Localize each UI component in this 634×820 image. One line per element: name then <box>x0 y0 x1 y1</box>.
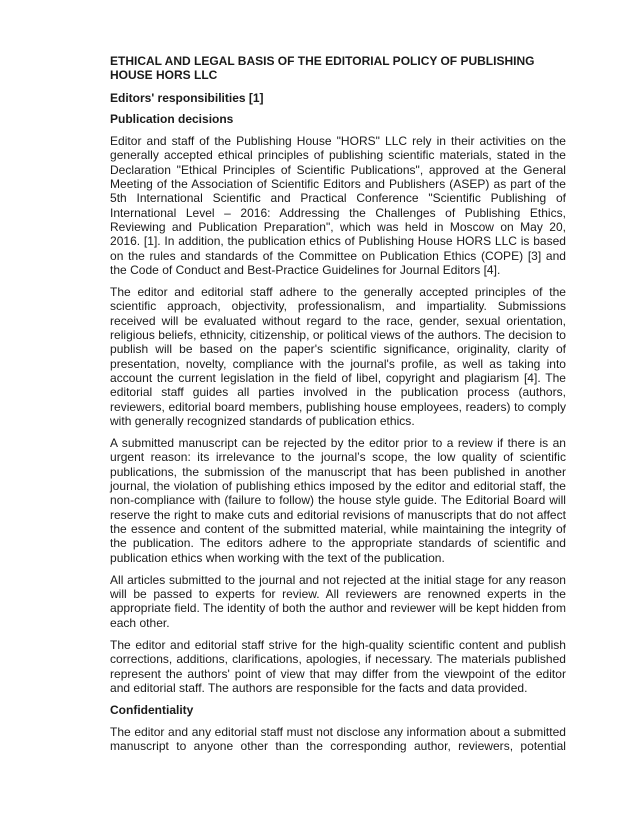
paragraph-peer-review: All articles submitted to the journal and not rejected at the initial stage for any reason will be passed to experts for review. All reviewers are renowned experts in the appropriate field. The identity of both the author and reviewer will be kept hidden from each other. <box>110 572 566 630</box>
subsection-heading-publication-decisions: Publication decisions <box>110 112 234 127</box>
paragraph-corrections: The editor and editorial staff strive for the high-quality scientific content and publish corrections, additions, clarifications, apologies, if necessary. The materials published represent the authors' point of view that may differ from the viewpoint of the editor and editorial staff. The authors are responsible for the facts and data provided. <box>110 637 566 695</box>
paragraph-manuscript-rejection: A submitted manuscript can be rejected by the editor prior to a review if there is an urgent reason: its irrelevance to the journal’s scope, the low quality of scientific publications, the submission of the manuscript that has been published in another journal, the violation of publishing ethics imposed by the editor and editorial staff, the non-compliance with (failure to follow) the house style guide. The Editorial Board will reserve the right to make cuts and editorial revisions of manuscripts that do not affect the essence and content of the submitted material, while maintaining the integrity of the publication. The editors adhere to the appropriate standards of scientific and publication ethics when working with the text of the publication. <box>110 436 566 565</box>
paragraph-editorial-principles: The editor and editorial staff adhere to the generally accepted principles of the scientific approach, objectivity, professionalism, and impartiality. Submissions received will be evaluated without regard to the race, gender, sexual orientation, religious beliefs, ethnicity, citizenship, or political views of the authors. The decision to publish will be based on the paper's scientific significance, originality, clarity of presentation, novelty, compliance with the journal's profile, as well as taking into account the current legislation in the field of libel, copyright and plagiarism [4]. The editorial staff guides all parties involved in the publication process (authors, reviewers, editorial board members, publishing house employees, readers) to comply with generally recognized standards of publication ethics. <box>110 285 566 428</box>
document-page <box>110 54 566 762</box>
paragraph-confidentiality: The editor and any editorial staff must not disclose any information about a submitted manuscript to anyone other than the corresponding author, reviewers, potential <box>110 724 566 754</box>
document-title: ETHICAL AND LEGAL BASIS OF THE EDITORIAL POLICY OF PUBLISHING HOUSE HORS LLC <box>110 54 535 83</box>
paragraph-ethical-principles: Editor and staff of the Publishing House "HORS" LLC rely in their activities on the generally accepted ethical principles of publishing scientific materials, stated in the Declaration "Ethical Principles of Scientific Publications", approved at the General Meeting of the Association of Scientific Editors and Publishers (ASEP) as part of the 5th International Scientific and Practical Conference "Scientific Publishing of International Level – 2016: Addressing the Challenges of Publishing Ethics, Reviewing and Publication Preparation", which was held in Moscow on May 20, 2016. [1]. In addition, the publication ethics of Publishing House HORS LLC is based on the rules and standards of the Committee on Publication Ethics (COPE) [3] and the Code of Conduct and Best-Practice Guidelines for Journal Editors [4]. <box>110 134 566 277</box>
subsection-heading-confidentiality: Confidentiality <box>110 703 194 718</box>
section-heading-editors-responsibilities: Editors' responsibilities [1] <box>110 90 264 105</box>
